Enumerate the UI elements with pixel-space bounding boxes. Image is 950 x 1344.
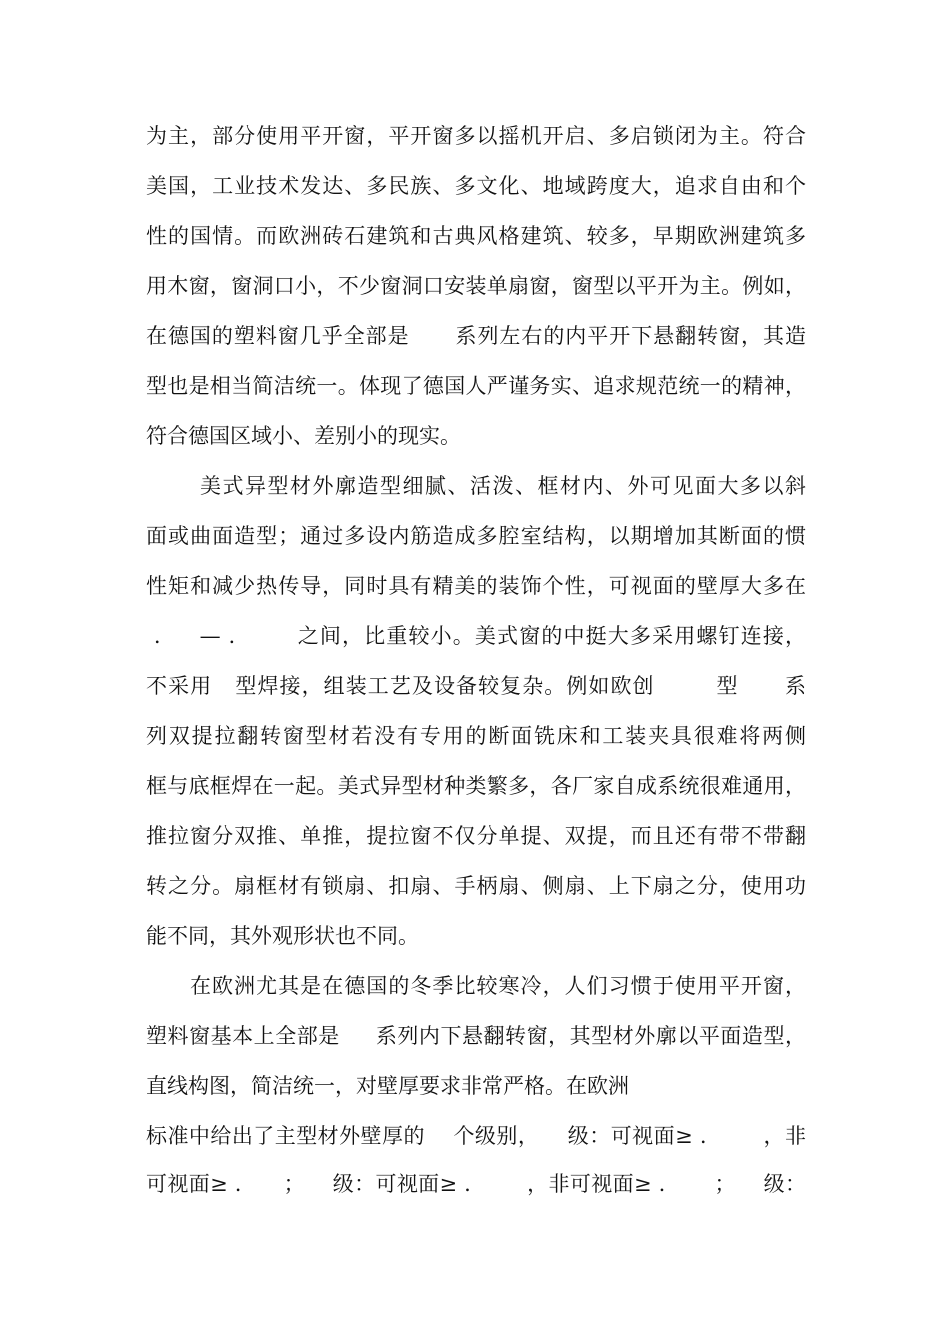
- text-line: 推拉窗分双推、单推，提拉窗不仅分单提、双提，而且还有带不带翻: [146, 824, 806, 848]
- paragraph-first-line: 美式异型材外廓造型细腻、活泼、框材内、外可见面大多以斜: [200, 474, 806, 498]
- text-line: 用木窗，窗洞口小，不少窗洞口安装单扇窗，窗型以平开为主。例如，: [146, 274, 806, 298]
- text-line: 塑料窗基本上全部是 系列内下悬翻转窗，其型材外廓以平面造型，: [146, 1024, 806, 1048]
- text-line: 不采用 型焊接，组装工艺及设备较复杂。例如欧创 型 系: [146, 674, 806, 698]
- text-line: 转之分。扇框材有锁扇、扣扇、手柄扇、侧扇、上下扇之分，使用功: [146, 874, 806, 898]
- text-line: 列双提拉翻转窗型材若没有专用的断面铣床和工装夹具很难将两侧: [146, 724, 806, 748]
- text-line: 在德国的塑料窗几乎全部是 系列左右的内平开下悬翻转窗，其造: [146, 324, 806, 348]
- text-line: 性矩和减少热传导，同时具有精美的装饰个性，可视面的壁厚大多在: [146, 574, 806, 598]
- text-line: 能不同，其外观形状也不同。: [146, 924, 419, 948]
- text-line: 可视面≥ . ； 级：可视面≥ . ，非可视面≥ . ； 级：: [146, 1172, 806, 1196]
- text-line: 性的国情。而欧洲砖石建筑和古典风格建筑、较多，早期欧洲建筑多: [146, 224, 806, 248]
- text-line: 标准中给出了主型材外壁厚的 个级别， 级：可视面≥ . ，非: [146, 1124, 806, 1148]
- text-line: 直线构图，简洁统一，对壁厚要求非常严格。在欧洲: [146, 1074, 629, 1098]
- text-line: 框与底框焊在一起。美式异型材种类繁多，各厂家自成系统很难通用，: [146, 774, 806, 798]
- paragraph-first-line: 在欧洲尤其是在德国的冬季比较寒冷，人们习惯于使用平开窗，: [190, 974, 806, 998]
- text-line: 面或曲面造型；通过多设内筋造成多腔室结构，以期增加其断面的惯: [146, 524, 806, 548]
- text-line: 型也是相当简洁统一。体现了德国人严谨务实、追求规范统一的精神，: [146, 374, 806, 398]
- text-line: 符合德国区域小、差别小的现实。: [146, 424, 461, 448]
- text-line: 为主，部分使用平开窗，平开窗多以摇机开启、多启锁闭为主。符合: [146, 124, 806, 148]
- text-line: . — . 之间，比重较小。美式窗的中挺大多采用螺钉连接，: [146, 624, 806, 648]
- text-line: 美国，工业技术发达、多民族、多文化、地域跨度大，追求自由和个: [146, 174, 806, 198]
